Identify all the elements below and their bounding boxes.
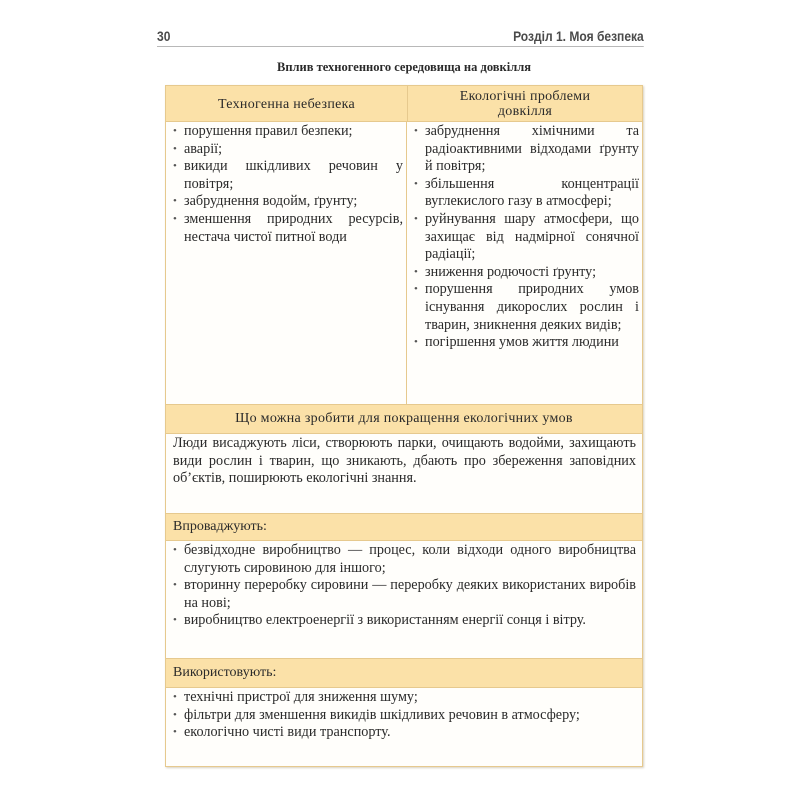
list-item: • погіршення умов життя людини — [414, 334, 639, 352]
table-body-row — [166, 122, 642, 405]
list-item: • збільшення концентрації вуглекислого газу в атмосфері; — [414, 176, 639, 211]
table-title: Вплив техногенного середовища на довкілля — [276, 60, 531, 74]
column-header-ecological-text: Екологічні проблеми довкілля — [459, 89, 591, 119]
use-list — [173, 689, 636, 742]
list-item: • безвідходне виробництво — процес, коли відходи одного виробництва слугують сировиною для іншого; — [173, 542, 636, 577]
page-header — [157, 26, 644, 47]
list-item: • зниження родючості ґрунту; — [414, 264, 639, 282]
table-header-row — [166, 86, 642, 122]
list-item: • вторинну переробку сировини — переробку деяких використаних виробів на нові; — [173, 577, 636, 612]
implement-label: Впроваджують: — [166, 514, 642, 541]
technogenic-hazards-list — [173, 123, 403, 246]
improvement-paragraph: Люди висаджують ліси, створюють парки, очищають водойми, захищають види рослин і тварин, що зникають, дбають про збереження заповідних об’єктів, поширюють екологічні знання. — [166, 434, 642, 514]
list-item: • технічні пристрої для зниження шуму; — [173, 689, 636, 707]
improvement-header: Що можна зробити для покращення екологічних умов — [166, 405, 642, 434]
implement-list — [173, 542, 636, 630]
column-header-technogenic: Техногенна небезпека — [166, 86, 408, 122]
page-number: 30 — [157, 28, 171, 44]
list-item: • екологічно чисті види транспорту. — [173, 724, 636, 742]
list-item: • порушення природних умов існування дикорослих рослин і тварин, зникнення деяких видів; — [414, 281, 639, 334]
use-label: Використовують: — [166, 659, 642, 688]
section-title: Розділ 1. Моя безпека — [513, 28, 644, 44]
list-item: • забруднення водойм, ґрунту; — [173, 193, 403, 211]
list-item: • зменшення природних ресурсів, нестача чистої питної води — [173, 211, 403, 246]
technogenic-hazards-cell — [166, 122, 407, 404]
use-list-row — [166, 688, 642, 766]
list-item: • аварії; — [173, 141, 403, 159]
list-item: • викиди шкідливих речовин у повітря; — [173, 158, 403, 193]
ecological-problems-list — [414, 123, 639, 352]
column-header-ecological — [407, 86, 643, 122]
list-item: • фільтри для зменшення викидів шкідливих речовин в атмосферу; — [173, 707, 636, 725]
ecological-problems-cell — [407, 122, 643, 404]
list-item: • руйнування шару атмосфери, що захищає від надмірної сонячної радіації; — [414, 211, 639, 264]
list-item: • порушення правил безпеки; — [173, 123, 403, 141]
list-item: • забруднення хімічними та радіоактивними відходами ґрунту й повітря; — [414, 123, 639, 176]
implement-list-row — [166, 541, 642, 659]
list-item: • виробництво електроенергії з використанням енергії сонця і вітру. — [173, 612, 636, 630]
ecology-table — [165, 85, 643, 767]
